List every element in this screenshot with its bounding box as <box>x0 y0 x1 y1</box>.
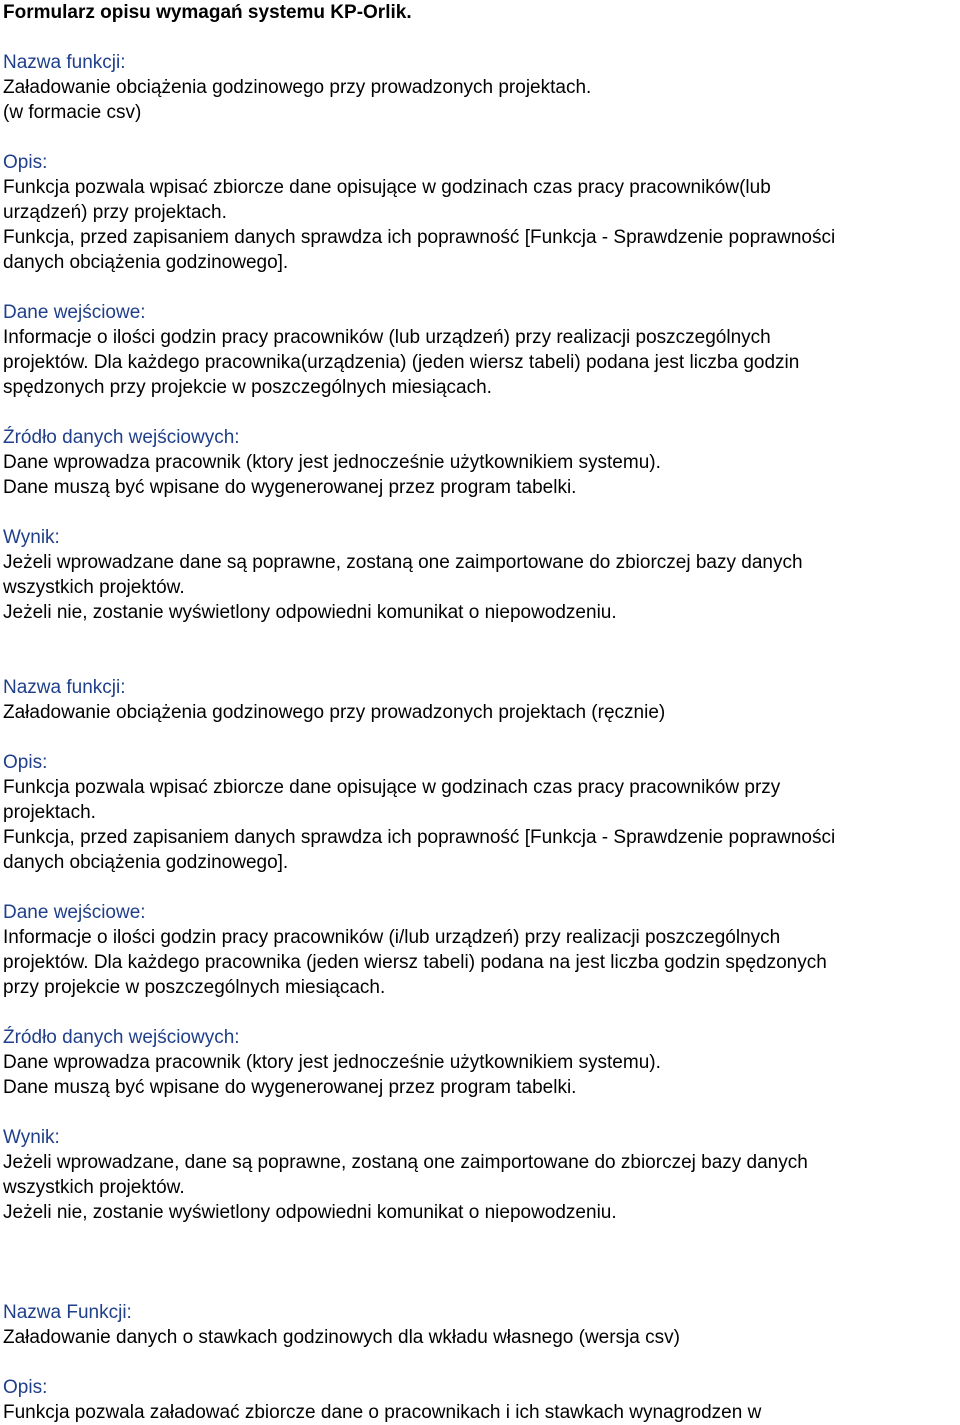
function-section-2 <box>3 675 958 1225</box>
spacer <box>3 1000 958 1025</box>
spacer <box>3 25 958 50</box>
description-label: Opis: <box>3 752 48 773</box>
function-name-text: Załadowanie obciążenia godzinowego przy prowadzonych projektach (ręcznie) <box>3 702 666 723</box>
description-label: Opis: <box>3 1377 48 1398</box>
input-data-label: Dane wejściowe: <box>3 302 146 323</box>
description-label: Opis: <box>3 152 48 173</box>
spacer <box>3 725 958 750</box>
spacer <box>3 125 958 150</box>
result-text: Jeżeli wprowadzane dane są poprawne, zostaną one zaimportowane do zbiorczej bazy danych wszystkich projektów. Jeżeli nie, zostanie wyświetlony odpowiedni komunikat o niepowodzeniu. <box>3 552 803 623</box>
input-source-text: Dane wprowadza pracownik (ktory jest jednocześnie użytkownikiem systemu). Dane muszą być wpisane do wygenerowanej przez program tabelki. <box>3 452 661 498</box>
document-page <box>3 0 958 1425</box>
spacer <box>3 1225 958 1300</box>
function-name-label: Nazwa funkcji: <box>3 677 126 698</box>
result-label: Wynik: <box>3 1127 60 1148</box>
input-data-text: Informacje o ilości godzin pracy pracowników (i/lub urządzeń) przy realizacji poszczególnych projektów. Dla każdego pracownika (jeden wiersz tabeli) podana na jest liczba godzin spędzonych przy projekcie w poszczególnych miesiącach. <box>3 927 827 998</box>
function-section-1 <box>3 50 958 625</box>
function-section-3 <box>3 1300 958 1425</box>
document-title: Formularz opisu wymagań systemu KP-Orlik. <box>3 2 412 23</box>
spacer <box>3 875 958 900</box>
spacer <box>3 1100 958 1125</box>
spacer <box>3 1350 958 1375</box>
function-name-label: Nazwa Funkcji: <box>3 1302 132 1323</box>
spacer <box>3 500 958 525</box>
result-text: Jeżeli wprowadzane, dane są poprawne, zostaną one zaimportowane do zbiorczej bazy danych wszystkich projektów. Jeżeli nie, zostanie wyświetlony odpowiedni komunikat o niepowodzeniu. <box>3 1152 808 1223</box>
description-text: Funkcja pozwala załadować zbiorcze dane o pracownikach i ich stawkach wynagrodzen w <box>3 1402 762 1423</box>
function-name-text: Załadowanie obciążenia godzinowego przy prowadzonych projektach. (w formacie csv) <box>3 77 592 123</box>
function-name-label: Nazwa funkcji: <box>3 52 126 73</box>
input-data-label: Dane wejściowe: <box>3 902 146 923</box>
result-label: Wynik: <box>3 527 60 548</box>
spacer <box>3 400 958 425</box>
input-source-text: Dane wprowadza pracownik (ktory jest jednocześnie użytkownikiem systemu). Dane muszą być wpisane do wygenerowanej przez program tabelki. <box>3 1052 661 1098</box>
description-text: Funkcja pozwala wpisać zbiorcze dane opisujące w godzinach czas pracy pracowników przy projektach. Funkcja, przed zapisaniem danych sprawdza ich poprawność [Funkcja - Sprawdzenie poprawności danych obciążenia godzinowego]. <box>3 777 836 873</box>
function-name-text: Załadowanie danych o stawkach godzinowych dla wkładu własnego (wersja csv) <box>3 1327 680 1348</box>
spacer <box>3 275 958 300</box>
input-source-label: Źródło danych wejściowych: <box>3 427 240 448</box>
spacer <box>3 625 958 675</box>
input-source-label: Źródło danych wejściowych: <box>3 1027 240 1048</box>
description-text: Funkcja pozwala wpisać zbiorcze dane opisujące w godzinach czas pracy pracowników(lub urządzeń) przy projektach. Funkcja, przed zapisaniem danych sprawdza ich poprawność [Funkcja - Sprawdzenie poprawności danych obciążenia godzinowego]. <box>3 177 836 273</box>
input-data-text: Informacje o ilości godzin pracy pracowników (lub urządzeń) przy realizacji poszczególnych projektów. Dla każdego pracownika(urządzenia) (jeden wiersz tabeli) podana jest liczba godzin spędzonych przy projekcie w poszczególnych miesiącach. <box>3 327 800 398</box>
